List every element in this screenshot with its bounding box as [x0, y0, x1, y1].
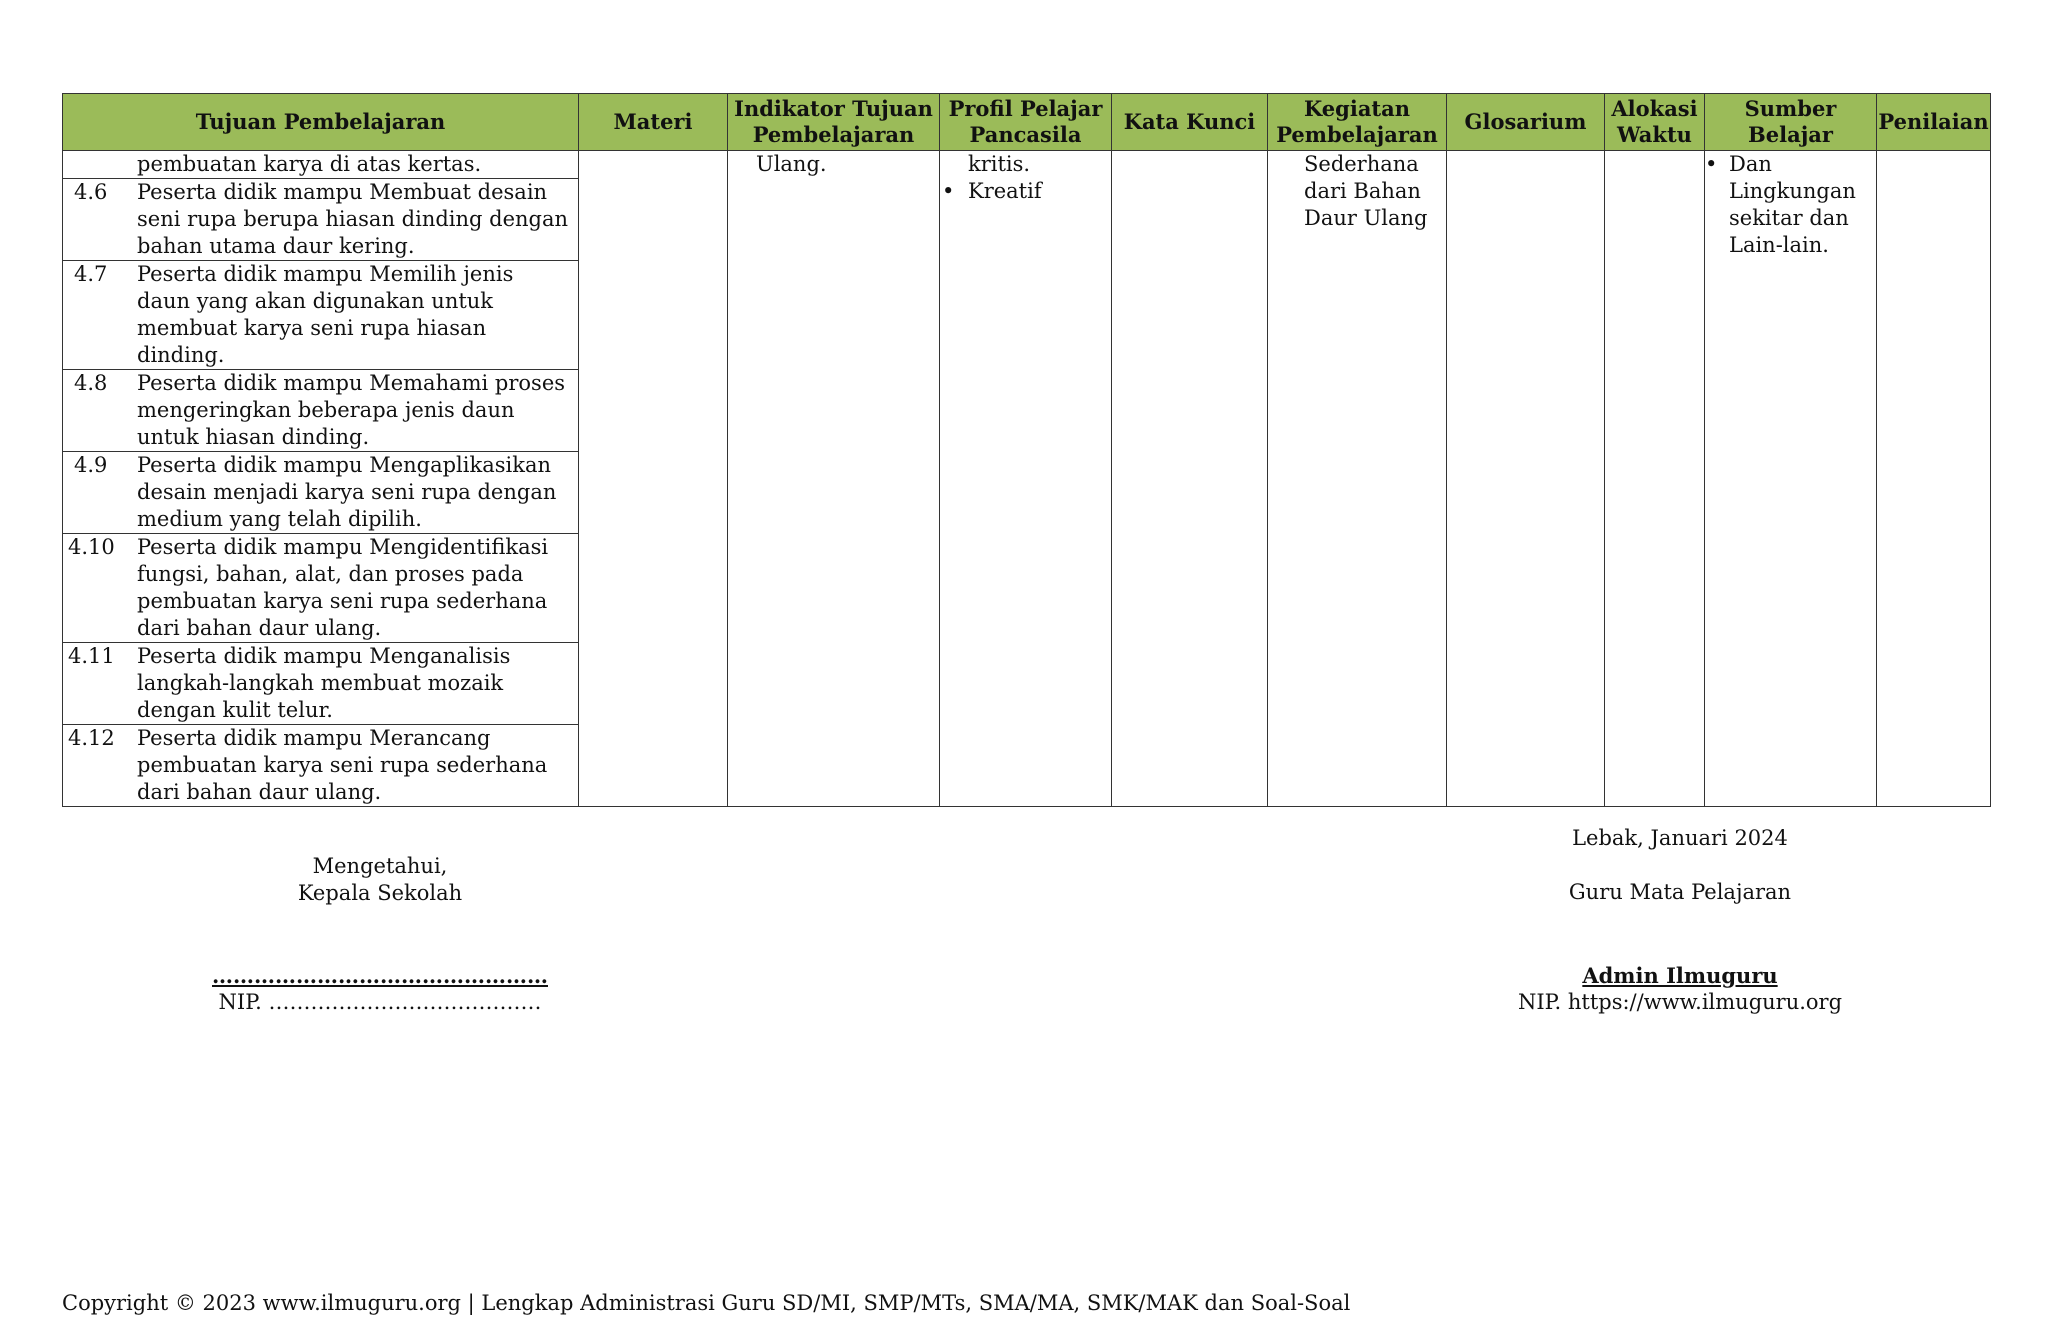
table-body-row — [63, 151, 1991, 807]
header-penilaian: Penilaian — [1877, 94, 1991, 151]
tujuan-item — [63, 725, 578, 806]
tujuan-item-number: 4.11 — [68, 644, 115, 668]
indikator-cell — [728, 151, 940, 807]
header-profil-line1: Profil Pelajar — [948, 96, 1103, 121]
kata-kunci-cell — [1112, 151, 1268, 807]
header-alokasi — [1605, 94, 1705, 151]
tujuan-item — [63, 261, 578, 370]
table-header-row — [63, 94, 1991, 151]
tujuan-item-text: Peserta didik mampu Mengaplikasikan desain menjadi karya seni rupa dengan medium yang telah dipilih. — [137, 453, 557, 531]
guru-name: Admin Ilmuguru — [1582, 963, 1778, 988]
profil-cell — [940, 151, 1112, 807]
profil-list-item: kritis. — [968, 152, 1031, 176]
header-kegiatan-line1: Kegiatan — [1304, 96, 1410, 121]
header-sumber-line1: Sumber — [1744, 96, 1837, 121]
header-tujuan-pembelajaran: Tujuan Pembelajaran — [63, 94, 579, 151]
kepala-sekolah-nip: NIP. ………………………………… — [218, 990, 542, 1014]
tujuan-item-text: Peserta didik mampu Memilih jenis daun yang akan digunakan untuk membuat karya seni rupa hiasan dinding. — [137, 262, 514, 367]
kegiatan-text: Sederhana dari Bahan Daur Ulang — [1304, 152, 1428, 230]
tujuan-item — [63, 179, 578, 261]
guru-mata-pelajaran-label: Guru Mata Pelajaran — [1568, 880, 1792, 904]
kepala-sekolah-name: ………………………………………… — [212, 963, 548, 988]
tujuan-item-text: Peserta didik mampu Membuat desain seni rupa berupa hiasan dinding dengan bahan utama daur kering. — [137, 180, 569, 258]
tujuan-item — [63, 452, 578, 534]
mengetahui-label: Mengetahui, — [312, 854, 448, 878]
header-indikator — [728, 94, 940, 151]
right-signature-block — [1480, 825, 1880, 1016]
sumber-cell — [1705, 151, 1877, 807]
profil-list-item: • Kreatif — [940, 178, 1111, 205]
alokasi-cell — [1605, 151, 1705, 807]
header-glosarium: Glosarium — [1447, 94, 1605, 151]
tujuan-continuation-row — [63, 151, 578, 179]
tujuan-item-text: Peserta didik mampu Menganalisis langkah-langkah membuat mozaik dengan kulit telur. — [137, 644, 511, 722]
bullet-icon: • — [1705, 152, 1718, 176]
tujuan-item-number: 4.9 — [74, 453, 108, 477]
guru-nip: NIP. https://www.ilmuguru.org — [1517, 990, 1843, 1014]
tujuan-item-text: Peserta didik mampu Merancang pembuatan karya seni rupa sederhana dari bahan daur ulang. — [137, 726, 548, 804]
learning-objectives-table — [62, 93, 1991, 807]
tujuan-cell — [63, 151, 579, 807]
sumber-text: Dan Lingkungan sekitar dan Lain-lain. — [1729, 152, 1856, 257]
tujuan-continuation-text: pembuatan karya di atas kertas. — [137, 152, 482, 176]
tujuan-item — [63, 643, 578, 725]
tujuan-item-text: Peserta didik mampu Mengidentifikasi fungsi, bahan, alat, dan proses pada pembuatan karya seni rupa sederhana dari bahan daur ulang. — [137, 535, 549, 640]
tujuan-item — [63, 370, 578, 452]
header-indikator-line1: Indikator Tujuan — [734, 96, 933, 121]
header-sumber — [1705, 94, 1877, 151]
header-indikator-line2: Pembelajaran — [752, 122, 915, 147]
copyright-footer: Copyright © 2023 www.ilmuguru.org | Lengkap Administrasi Guru SD/MI, SMP/MTs, SMA/MA, SMK/MAK dan Soal-Soal — [62, 1291, 1351, 1315]
header-materi: Materi — [579, 94, 728, 151]
tujuan-item — [63, 534, 578, 643]
kepala-sekolah-label: Kepala Sekolah — [297, 881, 463, 905]
tujuan-item-number: 4.8 — [74, 371, 108, 395]
header-profil-line2: Pancasila — [969, 122, 1082, 147]
tujuan-item-number: 4.6 — [74, 180, 108, 204]
tujuan-item-text: Peserta didik mampu Memahami proses mengeringkan beberapa jenis daun untuk hiasan dinding. — [137, 371, 566, 449]
sumber-entry — [1705, 151, 1876, 259]
materi-cell — [579, 151, 728, 807]
indikator-text: Ulang. — [756, 152, 827, 176]
header-kata-kunci: Kata Kunci — [1112, 94, 1268, 151]
header-profil — [940, 94, 1112, 151]
place-date: Lebak, Januari 2024 — [1572, 826, 1788, 850]
glosarium-cell — [1447, 151, 1605, 807]
left-signature-block — [200, 853, 560, 1016]
header-kegiatan-line2: Pembelajaran — [1276, 122, 1438, 147]
profil-list — [940, 151, 1111, 205]
header-alokasi-line2: Waktu — [1617, 122, 1692, 147]
tujuan-item-number: 4.7 — [74, 262, 108, 286]
tujuan-item-number: 4.10 — [68, 535, 115, 559]
header-kegiatan — [1268, 94, 1447, 151]
kegiatan-cell — [1268, 151, 1447, 807]
tujuan-item-number: 4.12 — [68, 726, 115, 750]
header-sumber-line2: Belajar — [1748, 122, 1833, 147]
penilaian-cell — [1877, 151, 1991, 807]
header-alokasi-line1: Alokasi — [1611, 96, 1698, 121]
